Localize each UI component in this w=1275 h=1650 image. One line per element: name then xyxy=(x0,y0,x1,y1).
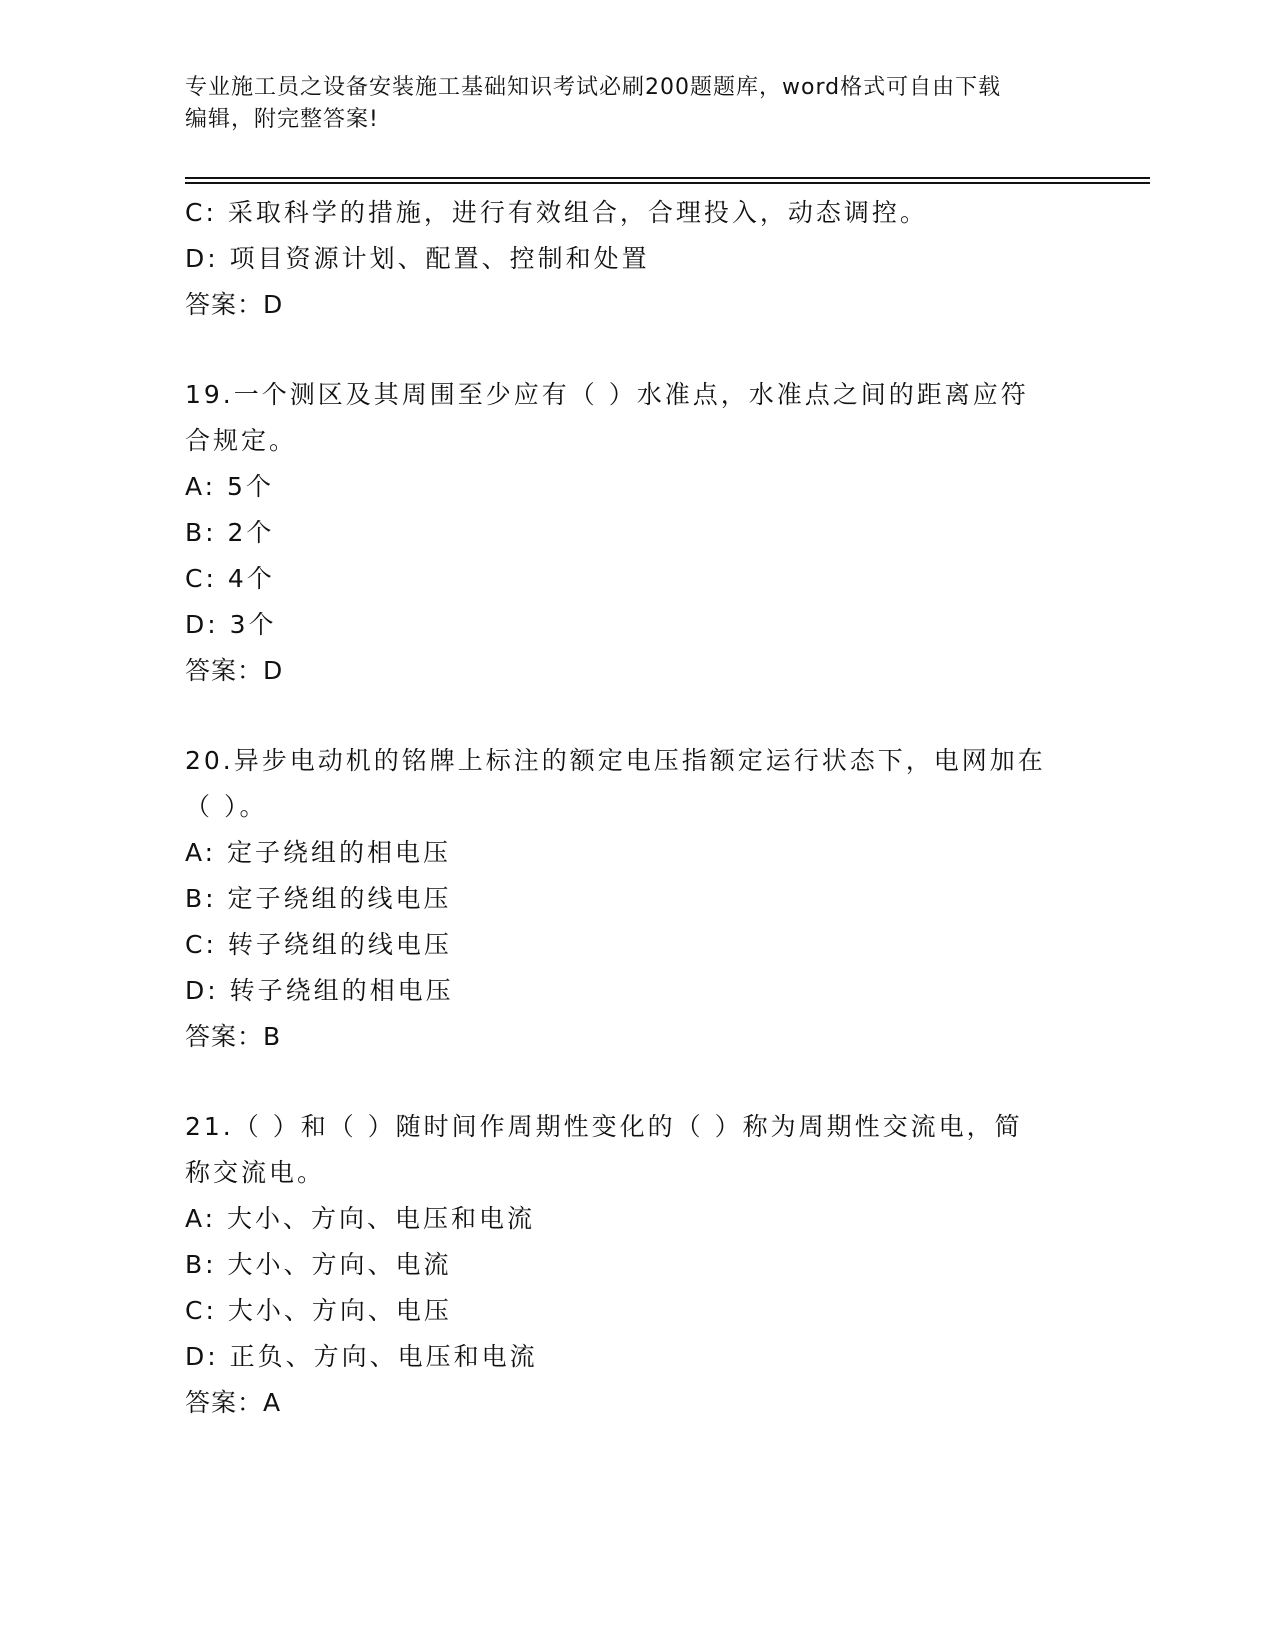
option-d: D: 正负、方向、电压和电流 xyxy=(185,1342,538,1371)
question-text-line-2: （ ）。 xyxy=(185,792,268,821)
option-b: B: 大小、方向、电流 xyxy=(185,1250,452,1279)
document-header xyxy=(185,72,1065,136)
question-19 xyxy=(185,372,1085,694)
option-b: B: 2个 xyxy=(185,518,275,547)
header-divider-top xyxy=(185,177,1150,179)
option-a: A: 定子绕组的相电压 xyxy=(185,838,452,867)
option-a: A: 5个 xyxy=(185,472,274,501)
option-a: A: 大小、方向、电压和电流 xyxy=(185,1204,536,1233)
answer-line: 答案：B xyxy=(185,1022,282,1051)
header-title-line-1: 专业施工员之设备安装施工基础知识考试必刷200题题库，word格式可自由下载 xyxy=(185,75,1002,100)
answer-line: 答案：D xyxy=(185,656,284,685)
option-c: C: 大小、方向、电压 xyxy=(185,1296,452,1325)
option-d: D: 项目资源计划、配置、控制和处置 xyxy=(185,244,650,273)
question-text xyxy=(185,1104,1065,1196)
document-body xyxy=(185,190,1085,1426)
question-21 xyxy=(185,1104,1085,1426)
option-d: D: 3个 xyxy=(185,610,277,639)
question-text xyxy=(185,738,1065,830)
question-text xyxy=(185,372,1065,464)
option-c: C: 转子绕组的线电压 xyxy=(185,930,452,959)
question-text-line-1: 19.一个测区及其周围至少应有（ ）水准点，水准点之间的距离应符 xyxy=(185,380,1029,409)
header-title-line-2: 编辑，附完整答案! xyxy=(185,107,379,132)
question-text-line-2: 称交流电。 xyxy=(185,1158,326,1187)
answer-line: 答案：D xyxy=(185,290,284,319)
answer-line: 答案：A xyxy=(185,1388,282,1417)
question-text-line-2: 合规定。 xyxy=(185,426,298,455)
option-c: C: 4个 xyxy=(185,564,275,593)
option-d: D: 转子绕组的相电压 xyxy=(185,976,454,1005)
question-text-line-1: 20.异步电动机的铭牌上标注的额定电压指额定运行状态下，电网加在 xyxy=(185,746,1046,775)
question-18-continued xyxy=(185,190,1085,328)
option-b: B: 定子绕组的线电压 xyxy=(185,884,452,913)
option-c: C: 采取科学的措施，进行有效组合，合理投入，动态调控。 xyxy=(185,198,928,227)
header-divider-bottom xyxy=(185,182,1150,184)
question-20 xyxy=(185,738,1085,1060)
question-text-line-1: 21.（ ）和（ ）随时间作周期性变化的（ ）称为周期性交流电，简 xyxy=(185,1112,1023,1141)
